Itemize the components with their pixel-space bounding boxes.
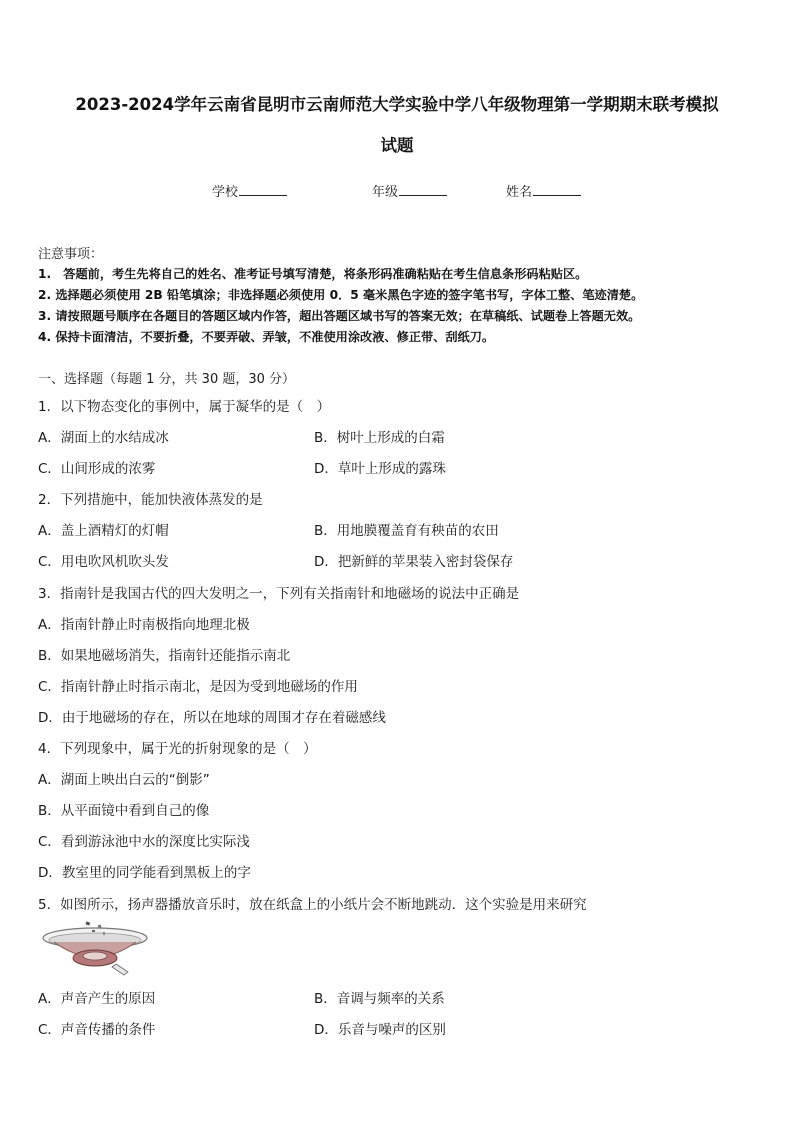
paper-scrap <box>92 930 95 932</box>
notice-heading: 注意事项： <box>38 247 104 262</box>
grade-label: 年级 <box>372 185 399 200</box>
option-b[interactable]: B．树叶上形成的白霜 <box>314 430 445 446</box>
question-stem: 3．指南针是我国古代的四大发明之一，下列有关指南针和地磁场的说法中正确是 <box>38 586 520 602</box>
name-field[interactable] <box>506 181 581 200</box>
notice-item: 3. 请按照题号顺序在各题目的答题区域内作答，超出答题区域书写的答案无效；在草稿纸、试题卷上答题无效。 <box>38 309 641 323</box>
option-a[interactable]: A．指南针静止时南极指向地理北极 <box>38 617 250 633</box>
question-stem: 5．如图所示，扬声器播放音乐时，放在纸盒上的小纸片会不断地跳动．这个实验是用来研究 <box>38 897 587 913</box>
speaker-experiment-figure <box>40 920 150 978</box>
option-d[interactable]: D．乐音与噪声的区别 <box>314 1022 446 1038</box>
exam-title-line1: 2023-2024学年云南省昆明市云南师范大学实验中学八年级物理第一学期期末联考模拟 <box>75 95 719 114</box>
school-label: 学校 <box>212 185 239 200</box>
option-d[interactable]: D．教室里的同学能看到黑板上的字 <box>38 865 251 881</box>
option-b[interactable]: B．用地膜覆盖育有秧苗的农田 <box>314 523 499 539</box>
speaker-center-cap <box>83 952 107 960</box>
question-stem: 4．下列现象中，属于光的折射现象的是（ ） <box>38 741 317 757</box>
option-a[interactable]: A．声音产生的原因 <box>38 991 156 1007</box>
grade-blank[interactable] <box>399 182 447 196</box>
speaker-terminal <box>112 964 128 975</box>
option-b[interactable]: B．音调与频率的关系 <box>314 991 445 1007</box>
option-d[interactable]: D．把新鲜的苹果装入密封袋保存 <box>314 554 514 570</box>
school-blank[interactable] <box>239 182 287 196</box>
option-b[interactable]: B．从平面镜中看到自己的像 <box>38 803 210 819</box>
option-a[interactable]: A．湖面上映出白云的“倒影” <box>38 772 210 788</box>
option-c[interactable]: C．山间形成的浓雾 <box>38 461 156 477</box>
option-d[interactable]: D．由于地磁场的存在，所以在地球的周围才存在着磁感线 <box>38 710 386 726</box>
grade-field[interactable] <box>372 181 447 200</box>
section-heading: 一、选择题（每题 1 分，共 30 题，30 分） <box>38 372 296 387</box>
option-a[interactable]: A．盖上酒精灯的灯帽 <box>38 523 169 539</box>
student-info-fields <box>0 181 794 201</box>
option-c[interactable]: C．看到游泳池中水的深度比实际浅 <box>38 834 250 850</box>
notice-item: 4. 保持卡面清洁，不要折叠，不要弄破、弄皱，不准使用涂改液、修正带、刮纸刀。 <box>38 330 495 344</box>
notice-item: 2. 选择题必须使用 2B 铅笔填涂；非选择题必须使用 0．5 毫米黑色字迹的签字笔书写，字体工整、笔迹清楚。 <box>38 288 644 302</box>
option-c[interactable]: C．指南针静止时指示南北，是因为受到地磁场的作用 <box>38 679 358 695</box>
paper-scrap <box>85 921 90 925</box>
question-stem: 2．下列措施中，能加快液体蒸发的是 <box>38 492 263 508</box>
name-label: 姓名 <box>506 185 533 200</box>
notice-item: 1. 答题前，考生先将自己的姓名、准考证号填写清楚，将条形码准确粘贴在考生信息条形码粘贴区。 <box>38 267 588 281</box>
question-stem: 1．以下物态变化的事例中，属于凝华的是（ ） <box>38 399 331 415</box>
option-d[interactable]: D．草叶上形成的露珠 <box>314 461 446 477</box>
option-b[interactable]: B．如果地磁场消失，指南针还能指示南北 <box>38 648 291 664</box>
exam-title-line2: 试题 <box>380 136 414 155</box>
option-c[interactable]: C．声音传播的条件 <box>38 1022 156 1038</box>
school-field[interactable] <box>212 181 287 200</box>
option-c[interactable]: C．用电吹风机吹头发 <box>38 554 169 570</box>
option-a[interactable]: A．湖面上的水结成冰 <box>38 430 169 446</box>
name-blank[interactable] <box>533 182 581 196</box>
paper-scrap <box>103 932 105 935</box>
